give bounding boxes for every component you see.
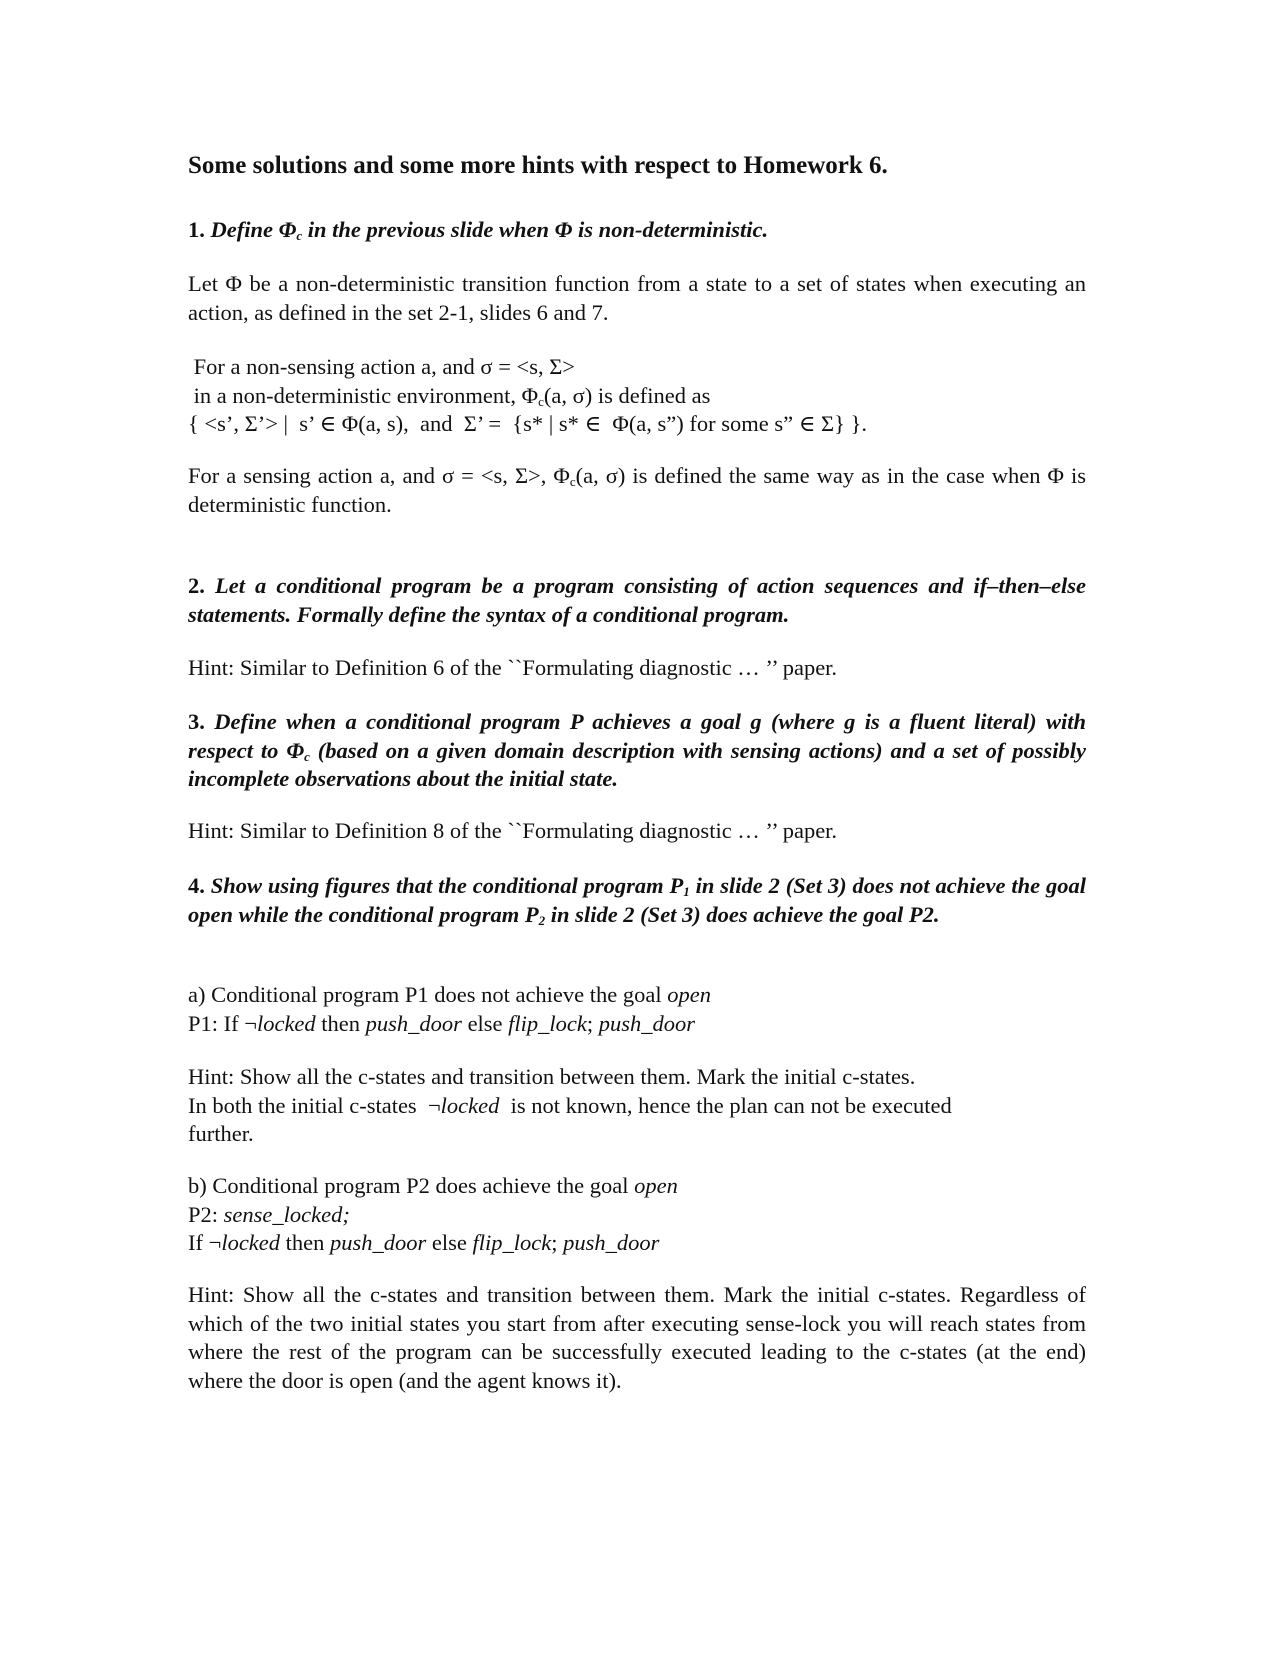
part-b-condition: locked bbox=[221, 1230, 281, 1255]
part-a-condition: locked bbox=[256, 1010, 316, 1036]
question-3-subscript: c bbox=[304, 748, 310, 764]
part-a-heading bbox=[188, 981, 1086, 1010]
non-sensing-definition bbox=[188, 353, 1086, 439]
part-a-then: then bbox=[315, 1010, 366, 1036]
question-3-text-b: (based on a given domain description with sensing actions) and a set of possibly incomplete observations about the initial state. bbox=[188, 737, 1086, 791]
question-4-subscript-1: 1 bbox=[683, 884, 690, 899]
part-a-goal: open bbox=[667, 982, 712, 1007]
part-b bbox=[188, 1172, 1086, 1258]
part-a-hint-line-2-b: is not known, hence the plan can not be executed bbox=[499, 1092, 952, 1118]
question-1-intro: Let Φ be a non-deterministic transition function from a state to a set of states when executing an action, as defined in the set 2-1, slides 6 and 7. bbox=[188, 271, 1086, 325]
part-b-final-action: push_door bbox=[563, 1230, 660, 1255]
part-a-then-action: push_door bbox=[365, 1010, 462, 1036]
part-a-hint-line-2-a: In both the initial c-states ¬ bbox=[188, 1092, 441, 1118]
question-3-hint: Hint: Similar to Definition 8 of the ``Formulating diagnostic … ’’ paper. bbox=[188, 818, 838, 843]
non-sensing-line-2-b: (a, σ) is defined as bbox=[543, 382, 711, 408]
question-3-text-a: Define when a conditional program P achieves a goal g (where g is a fluent literal) with respect to Φ bbox=[188, 709, 1086, 763]
question-4-subscript-2: 2 bbox=[538, 912, 546, 928]
question-1-text-a: Define Φ bbox=[210, 217, 297, 242]
part-a bbox=[188, 981, 1086, 1038]
question-1-text-b: in the previous slide when Φ is non-deterministic. bbox=[302, 217, 769, 242]
question-4 bbox=[188, 872, 1086, 929]
part-a-hint-condition: locked bbox=[440, 1092, 500, 1118]
part-b-program-label: P2: bbox=[188, 1201, 224, 1227]
part-a-program-label: P1: If ¬ bbox=[188, 1010, 257, 1036]
question-1-subscript: c bbox=[296, 228, 303, 243]
question-2-text: Let a conditional program be a program consisting of action sequences and if–then–else statements. Formally define the syntax of a conditional program. bbox=[188, 573, 1086, 627]
part-a-program bbox=[188, 1010, 1086, 1039]
part-a-heading-text: a) Conditional program P1 does not achieve the goal bbox=[188, 982, 668, 1007]
part-a-hint-line-2 bbox=[188, 1092, 1086, 1121]
part-b-goal: open bbox=[634, 1173, 678, 1198]
question-3-number: 3. bbox=[188, 709, 205, 734]
part-a-else-action: flip_lock bbox=[508, 1010, 587, 1036]
part-b-heading-text: b) Conditional program P2 does achieve the goal bbox=[188, 1173, 635, 1198]
document-title: Some solutions and some more hints with respect to Homework 6. bbox=[188, 152, 888, 179]
question-2-number: 2. bbox=[188, 573, 205, 598]
part-b-heading bbox=[188, 1172, 1086, 1201]
question-3 bbox=[188, 708, 1086, 794]
part-a-else: else bbox=[461, 1010, 509, 1036]
sensing-subscript: c bbox=[569, 474, 576, 489]
part-b-if-label: If ¬ bbox=[188, 1230, 222, 1255]
non-sensing-subscript: c bbox=[538, 393, 544, 409]
part-a-hint bbox=[188, 1063, 1086, 1149]
non-sensing-line-2-a: in a non-deterministic environment, Φ bbox=[188, 382, 539, 408]
non-sensing-line-1: For a non-sensing action a, and σ = <s, Σ> bbox=[188, 354, 575, 379]
non-sensing-line-3: { <s’, Σ’> | s’ ∈ Φ(a, s), and Σ’ = {s* | s* ∈ Φ(a, s”) for some s” ∈ Σ} }. bbox=[188, 411, 867, 436]
part-b-separator: ; bbox=[551, 1230, 564, 1255]
part-b-then: then bbox=[280, 1230, 331, 1255]
sensing-text-a: For a sensing action a, and σ = <s, Σ>, Φ bbox=[188, 463, 570, 488]
part-b-program-line-2 bbox=[188, 1229, 1086, 1258]
question-1 bbox=[188, 216, 1086, 245]
part-a-hint-line-3: further. bbox=[188, 1121, 254, 1146]
part-a-final-action: push_door bbox=[598, 1010, 696, 1036]
question-2-hint: Hint: Similar to Definition 6 of the ``Formulating diagnostic … ’’ paper. bbox=[188, 655, 838, 680]
sensing-definition bbox=[188, 462, 1086, 519]
part-b-program-line-1 bbox=[188, 1201, 1086, 1230]
part-b-sense-action: sense_locked; bbox=[223, 1201, 350, 1227]
question-4-text-a: Show using figures that the conditional program P bbox=[204, 873, 684, 898]
part-b-else-action: flip_lock bbox=[472, 1230, 552, 1255]
part-a-hint-line-1: Hint: Show all the c-states and transition between them. Mark the initial c-states. bbox=[188, 1064, 916, 1089]
question-4-number: 4. bbox=[188, 873, 205, 898]
question-2 bbox=[188, 572, 1086, 629]
part-b-hint: Hint: Show all the c-states and transition between them. Mark the initial c-states. Regardless of which of the two initial states you start from after executing sense-lock you will reach states from where the rest of the program can be successfully executed leading to the c-states (at the end) where the door is open (and the agent knows it). bbox=[188, 1282, 1086, 1393]
part-b-else: else bbox=[426, 1230, 473, 1255]
question-1-number: 1. bbox=[188, 217, 205, 242]
part-b-then-action: push_door bbox=[330, 1230, 427, 1255]
non-sensing-line-2 bbox=[188, 382, 1086, 411]
question-4-text-c: in slide 2 (Set 3) does achieve the goal P2. bbox=[545, 901, 940, 927]
question-4-text-b: in slide 2 (Set 3) does not achieve the goal open while the conditional program P bbox=[188, 873, 1087, 927]
sensing-text-b: (a, σ) is defined the same way as in the case when Φ is deterministic function. bbox=[188, 463, 1086, 517]
part-a-separator: ; bbox=[586, 1010, 599, 1036]
